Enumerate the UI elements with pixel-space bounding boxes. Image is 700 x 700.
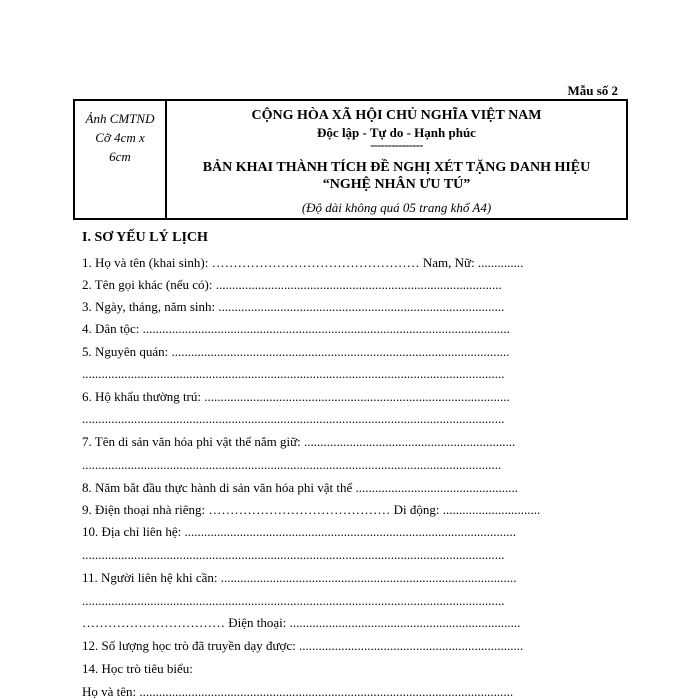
form-code: Mẫu số 2 bbox=[567, 83, 618, 98]
section-title: I. SƠ YẾU LÝ LỊCH bbox=[82, 230, 208, 245]
field-emergency-phone: …………………………… Điện thoại: ....................................................................... bbox=[82, 615, 521, 630]
nation-name: CỘNG HÒA XÃ HỘI CHỦ NGHĨA VIỆT NAM bbox=[251, 108, 542, 123]
document-title-award: “NGHỆ NHÂN ƯU TÚ” bbox=[322, 177, 471, 192]
field-contact-address-continued: .................................................................................................................................. bbox=[82, 547, 505, 562]
field-phone: 9. Điện thoại nhà riêng: …………………………………… Di động: .............................. bbox=[82, 502, 541, 517]
field-student-name: Họ và tên: ................................................................................................................... bbox=[82, 684, 514, 699]
field-contact-address: 10. Địa chỉ liên hệ: ...................................................................................................... bbox=[82, 524, 517, 539]
photo-label: Ảnh CMTND bbox=[85, 111, 155, 126]
photo-size: Cỡ 4cm x bbox=[95, 130, 145, 145]
field-student-count: 12. Số lượng học trò đã truyền dạy được: ..................................................................... bbox=[82, 638, 524, 653]
field-ethnicity: 4. Dân tộc: ................................................................................................................. bbox=[82, 321, 510, 336]
length-note: (Độ dài không quá 05 trang khổ A4) bbox=[301, 200, 492, 215]
photo-size-unit: 6cm bbox=[109, 149, 131, 164]
field-heritage-continued: ................................................................................................................................. bbox=[82, 457, 502, 472]
field-other-name: 2. Tên gọi khác (nếu có): ........................................................................................ bbox=[82, 277, 502, 292]
field-start-year: 8. Năm bắt đầu thực hành di sản văn hóa phi vật thể .................................................. bbox=[82, 480, 518, 495]
header-box bbox=[73, 99, 628, 220]
field-residence: 6. Hộ khẩu thường trú: .............................................................................................. bbox=[82, 389, 510, 404]
photo-placeholder bbox=[75, 101, 167, 218]
field-heritage-name: 7. Tên di sản văn hóa phi vật thể nắm giữ: ................................................................. bbox=[82, 434, 516, 449]
document-title: BẢN KHAI THÀNH TÍCH ĐỀ NGHỊ XÉT TẶNG DANH HIỆU bbox=[202, 160, 591, 175]
national-motto: Độc lập - Tự do - Hạnh phúc bbox=[317, 125, 476, 140]
field-full-name: 1. Họ và tên (khai sinh): ………………………………………… Nam, Nữ: .............. bbox=[82, 255, 524, 270]
heading-separator: --------------- bbox=[370, 138, 423, 152]
field-origin-continued: .................................................................................................................................. bbox=[82, 366, 505, 381]
field-origin: 5. Nguyên quán: ........................................................................................................ bbox=[82, 344, 510, 359]
field-residence-continued: .................................................................................................................................. bbox=[82, 411, 505, 426]
field-birth-date: 3. Ngày, tháng, năm sinh: ........................................................................................ bbox=[82, 299, 505, 314]
field-emergency-contact-continued: .................................................................................................................................. bbox=[82, 593, 505, 608]
document-heading bbox=[167, 101, 626, 218]
field-emergency-contact: 11. Người liên hệ khi cần: ........................................................................................... bbox=[82, 570, 517, 585]
field-notable-students: 14. Học trò tiêu biểu: bbox=[82, 661, 193, 676]
